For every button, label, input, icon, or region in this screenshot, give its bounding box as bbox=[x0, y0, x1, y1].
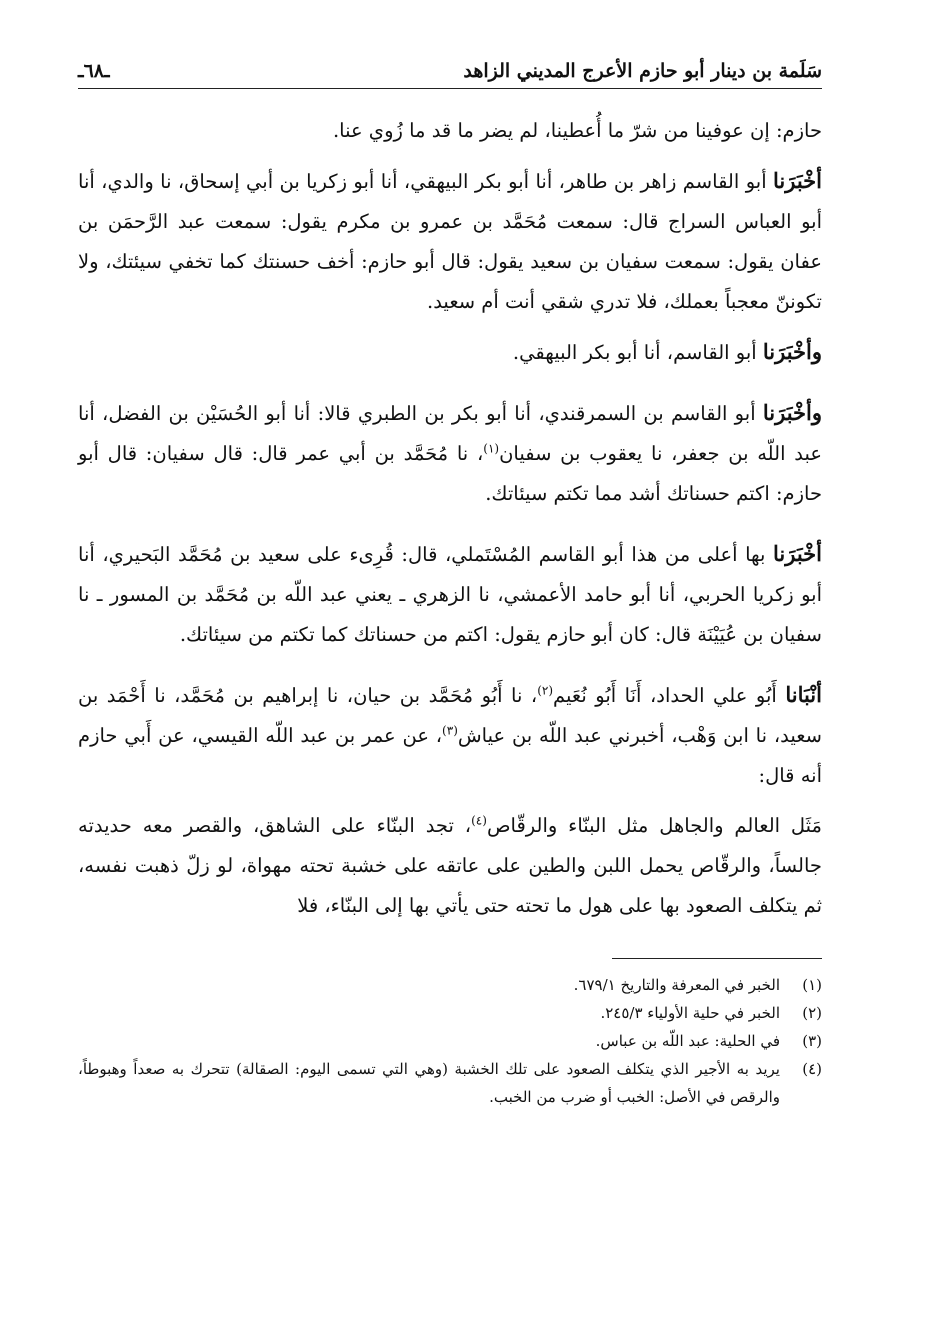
paragraph-text: ، عن عمر بن عبد اللّه القيسي، عن أَبي حازم أنه قال: bbox=[78, 724, 822, 787]
footnote-ref: (١) bbox=[483, 441, 500, 456]
paragraph-text: حازم: إن عوفينا من شرّ ما أُعطينا، لم يضر ما قد ما زُوي عنا. bbox=[332, 119, 822, 142]
footnote bbox=[78, 1027, 822, 1055]
paragraph-text: بها أعلى من هذا أبو القاسم المُسْتَملي، قال: قُرِىء على سعيد بن مُحَمَّد البَحيري، أنا أبو زكريا الحربي، أنا أبو حامد الأعمشي، نا الزهري ـ يعني عبد اللّه بن مُحَمَّد بن المسور ـ نا سفيان بن عُيَيْنَة قال: كان أبو حازم يقول: اكتم من حسناتك كما تكتم من سيئاتك. bbox=[78, 543, 822, 646]
footnote bbox=[78, 971, 822, 999]
paragraph bbox=[78, 534, 822, 655]
footnotes bbox=[78, 971, 822, 1111]
footnote-text: في الحلية: عبد اللّه بن عباس. bbox=[595, 1032, 780, 1050]
keyword: أنْبَانا bbox=[785, 682, 822, 707]
running-title: سَلَمة بن دينار أبو حازم الأعرج المديني الزاهد bbox=[463, 60, 822, 82]
keyword: وأخْبَرَنا bbox=[762, 400, 822, 425]
paragraph bbox=[78, 111, 822, 151]
page-header bbox=[78, 60, 822, 89]
paragraph-text: أبو القاسم، أنا أبو بكر البيهقي. bbox=[512, 341, 763, 364]
document-page bbox=[78, 60, 822, 1111]
footnote-number: (١) bbox=[802, 976, 822, 994]
footnote-divider bbox=[612, 958, 822, 959]
footnote-ref: (٣) bbox=[442, 723, 458, 738]
paragraph bbox=[78, 332, 822, 373]
paragraph bbox=[78, 675, 822, 796]
paragraph bbox=[78, 806, 822, 926]
paragraph bbox=[78, 161, 822, 322]
paragraph-text: أبو القاسم بن السمرقندي، أنا أبو بكر بن الطبري قالا: أنا أبو الحُسَيْن بن الفضل، أنا عبد اللّه بن جعفر، نا يعقوب بن سفيان bbox=[78, 402, 822, 465]
paragraph-text: ، نا مُحَمَّد بن أبي عمر قال: قال سفيان: قال أبو حازم: اكتم حسناتك أشد مما تكتم سيئاتك. bbox=[78, 442, 822, 505]
paragraph bbox=[78, 393, 822, 514]
footnote bbox=[78, 999, 822, 1027]
footnote-ref: (٢) bbox=[537, 683, 554, 698]
footnote-number: (٣) bbox=[802, 1032, 822, 1050]
paragraph-text: أَبُو علي الحداد، أَنَا أَبُو نُعَيم bbox=[553, 684, 786, 707]
footnote-text: الخبر في حلية الأولياء ٢٤٥/٣. bbox=[600, 1004, 780, 1022]
keyword: وأخْبَرَنا bbox=[762, 339, 822, 364]
paragraph-text: مَثَل العالم والجاهل مثل البنّاء والرقّاص bbox=[486, 814, 822, 837]
footnote bbox=[78, 1055, 822, 1111]
footnote-number: (٤) bbox=[802, 1060, 822, 1078]
page-number: ـ٦٨ـ bbox=[78, 60, 110, 82]
footnote-number: (٢) bbox=[802, 1004, 822, 1022]
footnote-text: يريد به الأجير الذي يتكلف الصعود على تلك الخشبة (وهي التي تسمى اليوم: الصقالة) تتحرك به صعداً وهبوطاً، والرقص في الأصل: الخبب أو ضرب من الخبب. bbox=[78, 1060, 780, 1106]
keyword: أخْبَرَنا bbox=[773, 168, 822, 193]
paragraph-text: ، تجد البنّاء على الشاهق، والقصر معه حديدته جالساً، والرقّاص يحمل اللبن والطين على عاتقه على خشبة تحته مهواة، لو زلّ ذهبت نفسه، ثم يتكلف الصعود بها على هول ما تحته حتى يأتي بها إلى البنّاء، فلا bbox=[78, 814, 822, 917]
footnote-text: الخبر في المعرفة والتاريخ ٦٧٩/١. bbox=[573, 976, 780, 994]
main-text bbox=[78, 111, 822, 926]
paragraph-text: ، نا أَبُو مُحَمَّد بن حيان، نا إبراهيم بن مُحَمَّد، نا أَحْمَد بن سعيد، نا ابن وَهْب، أخبرني عبد اللّه بن عياش bbox=[78, 684, 822, 747]
footnote-ref: (٤) bbox=[471, 813, 487, 828]
paragraph-text: أبو القاسم زاهر بن طاهر، أنا أبو بكر البيهقي، أنا أبو زكريا بن أبي إسحاق، نا والدي، أنا أبو العباس السراج قال: سمعت مُحَمَّد بن عمرو بن مكرم يقول: سمعت عبد الرَّحمَن بن عفان يقول: سمعت سفيان بن سعيد يقول: قال أبو حازم: أخف حسنتك كما تخفي سيئتك، ولا تكوننّ معجباً بعملك، فلا تدري شقي أنت أم سعيد. bbox=[78, 170, 822, 313]
keyword: أخْبَرَنا bbox=[773, 541, 822, 566]
